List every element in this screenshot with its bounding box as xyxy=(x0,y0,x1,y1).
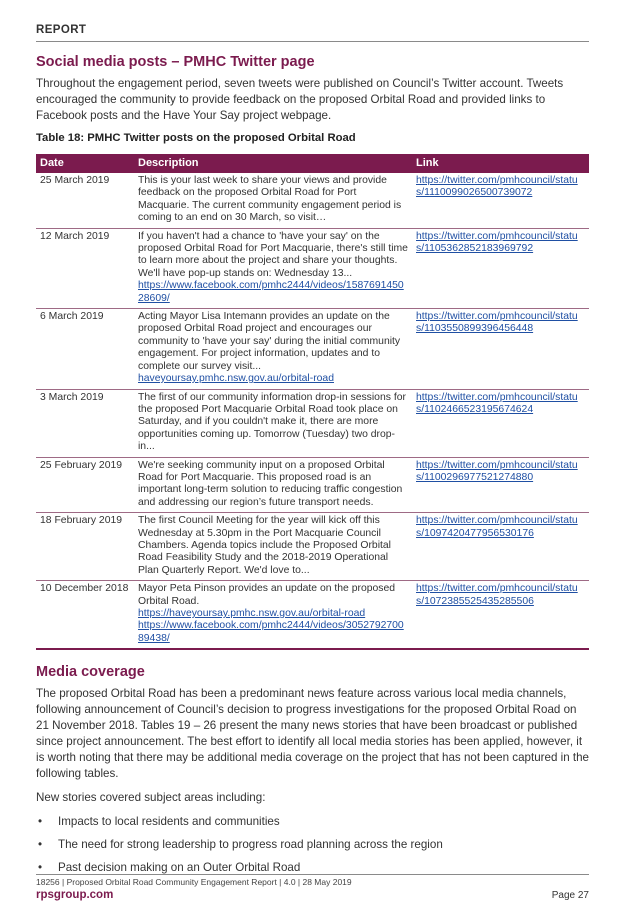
list-item-text: Past decision making on an Outer Orbital Road xyxy=(58,861,301,875)
table-caption: Table 18: PMHC Twitter posts on the proposed Orbital Road xyxy=(36,132,356,144)
row-date: 18 February 2019 xyxy=(36,513,134,581)
page-number: Page 27 xyxy=(551,890,589,901)
row-link-cell xyxy=(412,581,589,650)
bullet-icon: • xyxy=(38,838,43,852)
row-description: The first of our community information drop-in sessions for the proposed Port Macquarie Orbital Road took place on Saturday, and if you couldn't make it, there are more opportunities coming up. Tomorrow (Tuesday) two drop-in... xyxy=(134,389,412,457)
bullet-icon: • xyxy=(38,861,43,875)
table-row xyxy=(36,581,589,650)
media-coverage-paragraph: The proposed Orbital Road has been a predominant news feature across various local media channels, following announcement of Council’s decision to progress investigations for the proposed Orbital Road on 21 November 2018. Tables 19 – 26 present the many news stories that have been broadcast or published since project announcement. The best effort to identify all local media stories has been applied, however, it is worth noting that there may be additional media coverage on the project that has not been captured in the following tables. xyxy=(36,687,589,781)
col-header-link: Link xyxy=(412,154,589,173)
footer-divider xyxy=(36,874,589,875)
row-description: We're seeking community input on a proposed Orbital Road for Port Macquarie. This proposed road is an important long-term solution to reducing traffic congestion and addressing our region’s future transport needs. xyxy=(134,457,412,513)
subject-areas-intro: New stories covered subject areas including: xyxy=(36,791,266,805)
section-title-social-media: Social media posts – PMHC Twitter page xyxy=(36,54,315,70)
list-item xyxy=(36,837,589,853)
table-row xyxy=(36,173,589,228)
col-header-date: Date xyxy=(36,154,134,173)
row-description: Mayor Peta Pinson provides an update on the proposed Orbital Road. xyxy=(138,583,396,607)
list-item-text: The need for strong leadership to progress road planning across the region xyxy=(58,838,443,852)
tweet-link[interactable]: https://twitter.com/pmhcouncil/status/1105362852183969792 xyxy=(416,230,578,255)
description-link[interactable]: haveyoursay.pmhc.nsw.gov.au/orbital-road xyxy=(138,373,334,385)
table-row xyxy=(36,457,589,513)
section-title-media-coverage: Media coverage xyxy=(36,664,145,681)
row-date: 12 March 2019 xyxy=(36,228,134,308)
table-row xyxy=(36,228,589,308)
row-description-cell xyxy=(134,581,412,650)
row-description-cell xyxy=(134,309,412,389)
row-date: 25 February 2019 xyxy=(36,457,134,513)
list-item xyxy=(36,814,589,830)
col-header-description: Description xyxy=(134,154,412,173)
footer-website[interactable]: rpsgroup.com xyxy=(36,889,114,901)
row-date: 3 March 2019 xyxy=(36,389,134,457)
row-link-cell xyxy=(412,228,589,308)
row-description: Acting Mayor Lisa Intemann provides an update on the proposed Orbital Road project and encourages our community to 'have your say' during the initial community engagement. For project information, updates and to complete our survey visit... xyxy=(138,311,401,372)
tweet-link[interactable]: https://twitter.com/pmhcouncil/status/1102466523195674624 xyxy=(416,391,578,415)
twitter-posts-table xyxy=(36,154,589,650)
description-link-2[interactable]: https://www.facebook.com/pmhc2444/videos/305279270089438/ xyxy=(138,620,404,644)
header-divider xyxy=(36,41,589,42)
table-row xyxy=(36,513,589,581)
row-description: The first Council Meeting for the year will kick off this Wednesday at 5.30pm in the Port Macquarie Council Chambers. Agenda topics include the Proposed Orbital Road Feasibility Study and the 2018-2019 Operational Plan Quarterly Report. We'd love to... xyxy=(134,513,412,581)
tweet-link[interactable]: https://twitter.com/pmhcouncil/status/1097420477956530176 xyxy=(416,515,578,539)
row-link-cell xyxy=(412,173,589,228)
tweet-link[interactable]: https://twitter.com/pmhcouncil/status/1103550899396456448 xyxy=(416,311,578,335)
subject-areas-list xyxy=(36,814,589,876)
description-link[interactable]: https://www.facebook.com/pmhc2444/videos/158769145028609/ xyxy=(138,280,404,304)
description-link[interactable]: https://haveyoursay.pmhc.nsw.gov.au/orbital-road xyxy=(138,608,366,619)
page-content xyxy=(36,54,589,883)
row-date: 10 December 2018 xyxy=(36,581,134,650)
list-item-text: Impacts to local residents and communities xyxy=(58,815,280,829)
bullet-icon: • xyxy=(38,815,43,829)
tweet-link[interactable]: https://twitter.com/pmhcouncil/status/1110099026500739072 xyxy=(416,175,578,199)
row-description-cell xyxy=(134,228,412,308)
social-media-intro: Throughout the engagement period, seven tweets were published on Council’s Twitter account. Tweets encouraged the community to provide feedback on the proposed Orbital Road and provided links to Facebook posts and the Have Your Say project webpage. xyxy=(36,77,564,122)
row-link-cell xyxy=(412,457,589,513)
table-row xyxy=(36,389,589,457)
table-header-row xyxy=(36,154,589,173)
row-date: 6 March 2019 xyxy=(36,309,134,389)
report-header-label: REPORT xyxy=(36,24,87,36)
tweet-link[interactable]: https://twitter.com/pmhcouncil/status/1072385525435285506 xyxy=(416,583,578,607)
table-row xyxy=(36,309,589,389)
row-link-cell xyxy=(412,389,589,457)
row-description: This is your last week to share your views and provide feedback on the proposed Orbital Road for Port Macquarie. The current community engagement period is coming to an end on 30 March, so visit… xyxy=(134,173,412,228)
footer-document-info: 18256 | Proposed Orbital Road Community Engagement Report | 4.0 | 28 May 2019 xyxy=(36,877,352,887)
row-description: If you haven't had a chance to 'have your say' on the proposed Orbital Road for Port Macquarie, there's still time to learn more about the project and share your thoughts. We'll have pop-up stands on: Wednesday 13... xyxy=(138,230,408,279)
tweet-link[interactable]: https://twitter.com/pmhcouncil/status/1100296977521274880 xyxy=(416,459,578,483)
row-link-cell xyxy=(412,309,589,389)
row-link-cell xyxy=(412,513,589,581)
row-date: 25 March 2019 xyxy=(36,173,134,228)
